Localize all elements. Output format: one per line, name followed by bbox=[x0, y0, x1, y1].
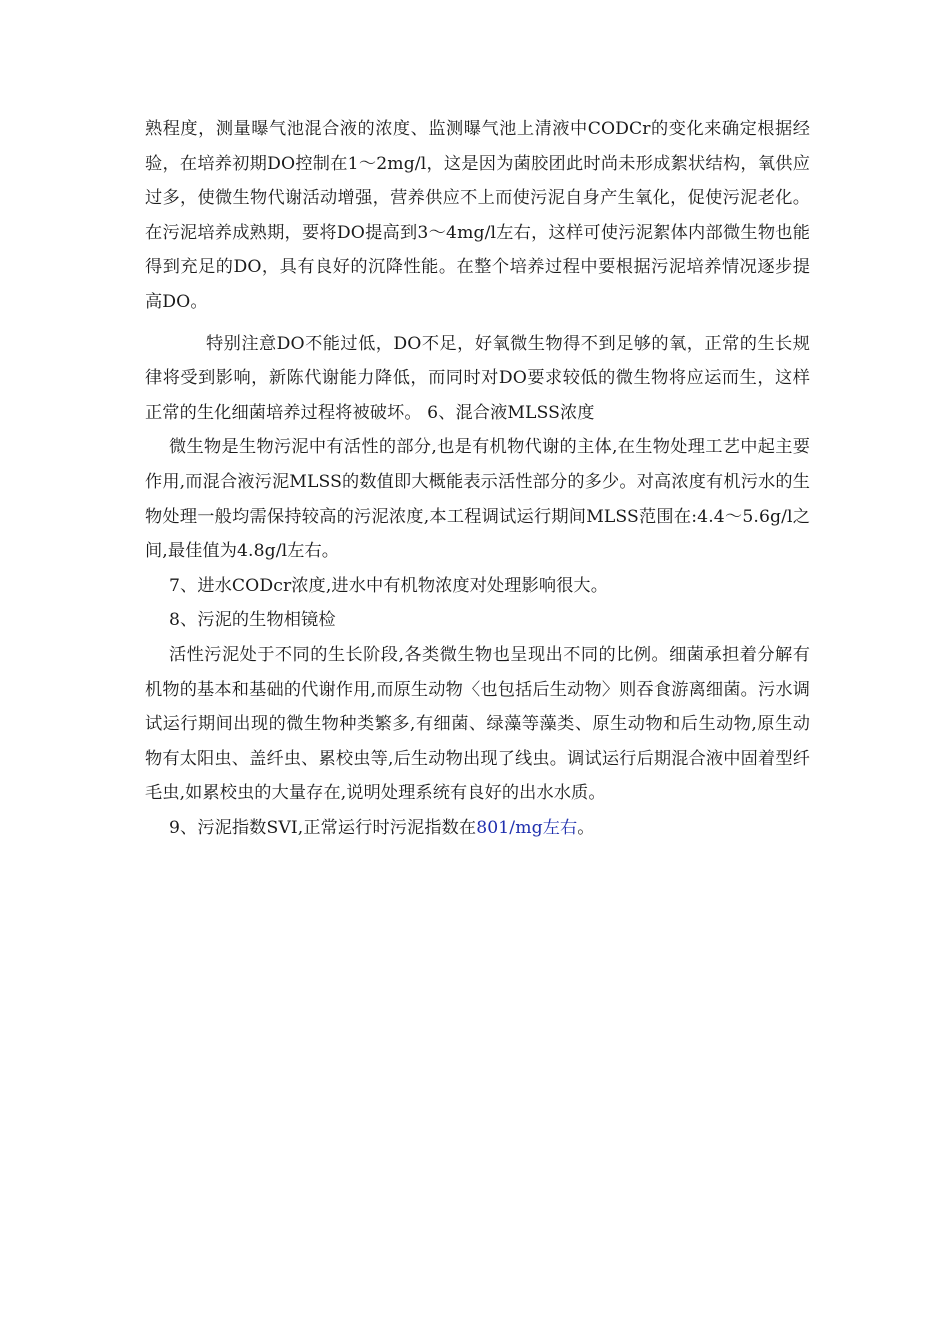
paragraph-do-warning: 特别注意DO不能过低，DO不足，好氧微生物得不到足够的氧，正常的生长规律将受到影响，新陈代谢能力降低，而同时对DO要求较低的微生物将应运而生，这样正常的生化细菌培养过程将被破坏。 6、混合液MLSS浓度 bbox=[145, 333, 810, 423]
paragraph-microscopy: 活性污泥处于不同的生长阶段,各类微生物也呈现出不同的比例。细菌承担着分解有机物的基本和基础的代谢作用,而原生动物〈也包括后生动物〉则吞食游离细菌。污水调试运行期间出现的微生物种类繁多,有细菌、绿藻等藻类、原生动物和后生动物,原生动物有太阳虫、盖纤虫、累校虫等,后生动物出现了线虫。调试运行后期混合液中固着型纤毛虫,如累校虫的大量存在,说明处理系统有良好的出水水质。 bbox=[145, 644, 810, 804]
body-text bbox=[145, 112, 810, 845]
svi-suffix: 。 bbox=[577, 817, 595, 838]
svi-value: 801/mg左右 bbox=[476, 817, 578, 838]
paragraph-codcr: 7、进水CODcr浓度,进水中有机物浓度对处理影响很大。 bbox=[169, 575, 609, 596]
svi-prefix: 9、污泥指数SVI,正常运行时污泥指数在 bbox=[169, 817, 477, 838]
paragraph-microscopy-heading: 8、污泥的生物相镜检 bbox=[169, 610, 336, 631]
paragraph-do-control: 熟程度，测量曝气池混合液的浓度、监测曝气池上清液中CODCr的变化来确定根据经验，在培养初期DO控制在1～2mg/l，这是因为菌胶团此时尚未形成絮状结构，氧供应过多，使微生物代谢活动增强，营养供应不上而使污泥自身产生氧化，促使污泥老化。在污泥培养成熟期，要将DO提高到3～4mg/l左右，这样可使污泥絮体内部微生物也能得到充足的DO，具有良好的沉降性能。在整个培养过程中要根据污泥培养情况逐步提高DO。 bbox=[145, 119, 810, 312]
paragraph-mlss: 微生物是生物污泥中有活性的部分,也是有机物代谢的主体,在生物处理工艺中起主要作用,而混合液污泥MLSS的数值即大概能表示活性部分的多少。对高浓度有机污水的生物处理一般均需保持较高的污泥浓度,本工程调试运行期间MLSS范围在:4.4～5.6g/l之间,最佳值为4.8g/l左右。 bbox=[145, 437, 810, 562]
paragraph-svi bbox=[145, 811, 810, 846]
